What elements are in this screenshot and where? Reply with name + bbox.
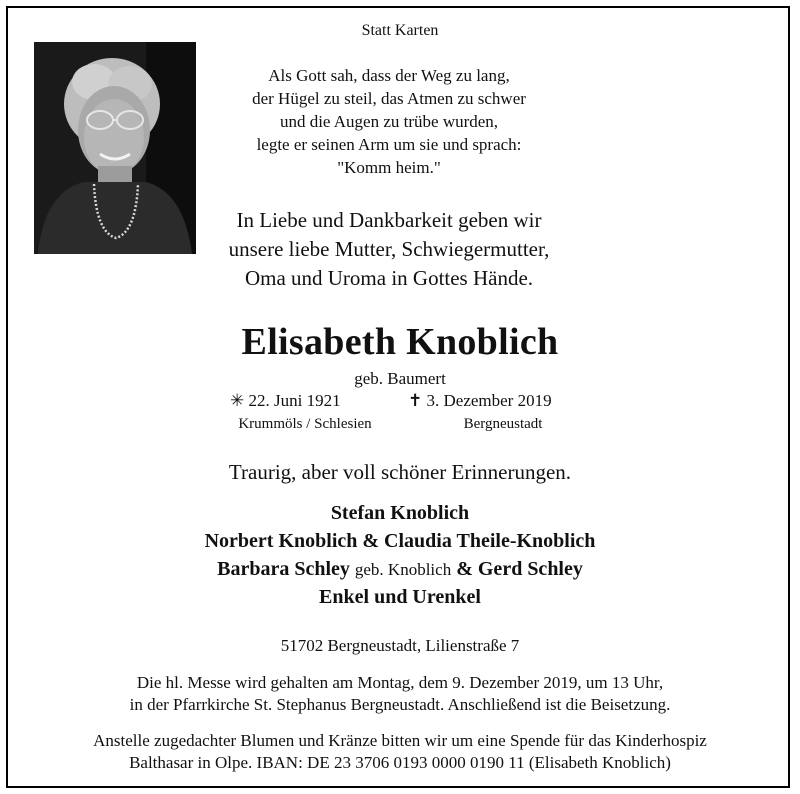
mourner-partner: & Gerd Schley	[456, 558, 583, 580]
birth-place: Krummöls / Schlesien	[238, 416, 372, 432]
obituary-notice	[6, 6, 790, 788]
death-date-line	[408, 391, 588, 411]
address: 51702 Bergneustadt, Lilienstraße 7	[280, 636, 520, 655]
mourner-name: Barbara Schley	[217, 558, 350, 580]
mass-info-line: in der Pfarrkirche St. Stephanus Bergneustadt. Anschließend ist die Beisetzung.	[129, 695, 671, 714]
death-date: 3. Dezember 2019	[426, 391, 552, 410]
dedication-line: Oma und Uroma in Gottes Hände.	[244, 266, 534, 290]
donation-info	[8, 730, 792, 774]
dedication-line: unsere liebe Mutter, Schwiegermutter,	[228, 237, 550, 261]
poem-line: legte er seinen Arm um sie und sprach:	[256, 135, 522, 154]
deceased-name: Elisabeth Knoblich	[241, 321, 559, 363]
poem-line: Als Gott sah, dass der Weg zu lang,	[268, 66, 510, 85]
donation-info-line: Balthasar in Olpe. IBAN: DE 23 3706 0193 0000 0190 11 (Elisabeth Knoblich)	[129, 753, 671, 772]
poem-line: der Hügel zu steil, das Atmen zu schwer	[252, 89, 526, 108]
cross-icon: ✝	[408, 391, 423, 410]
header-text: Statt Karten	[361, 22, 439, 39]
mourner-maiden-name: geb. Knoblich	[354, 560, 452, 579]
dedication	[204, 206, 574, 293]
donation-info-line: Anstelle zugedachter Blumen und Kränze bitten wir um eine Spende für das Kinderhospiz	[93, 731, 707, 750]
sentiment-line: Traurig, aber voll schöner Erinnerungen.	[228, 460, 572, 484]
portrait-photo	[34, 42, 196, 254]
death-place: Bergneustadt	[463, 416, 543, 432]
mourner-line	[8, 558, 792, 581]
birth-date: 22. Juni 1921	[248, 391, 341, 410]
birth-date-line	[230, 391, 400, 411]
birth-star-icon: ✳	[230, 391, 245, 410]
dedication-line: In Liebe und Dankbarkeit geben wir	[236, 208, 542, 232]
mourner-line: Enkel und Urenkel	[319, 586, 481, 608]
maiden-name: geb. Baumert	[354, 369, 446, 388]
mass-info	[8, 672, 792, 716]
mass-info-line: Die hl. Messe wird gehalten am Montag, dem 9. Dezember 2019, um 13 Uhr,	[136, 673, 664, 692]
poem-line: und die Augen zu trübe wurden,	[279, 112, 499, 131]
mourner-line: Stefan Knoblich	[330, 502, 470, 524]
mourner-line: Norbert Knoblich & Claudia Theile-Knoblich	[204, 530, 596, 552]
poem-line: "Komm heim."	[337, 158, 441, 177]
poem	[204, 64, 574, 179]
